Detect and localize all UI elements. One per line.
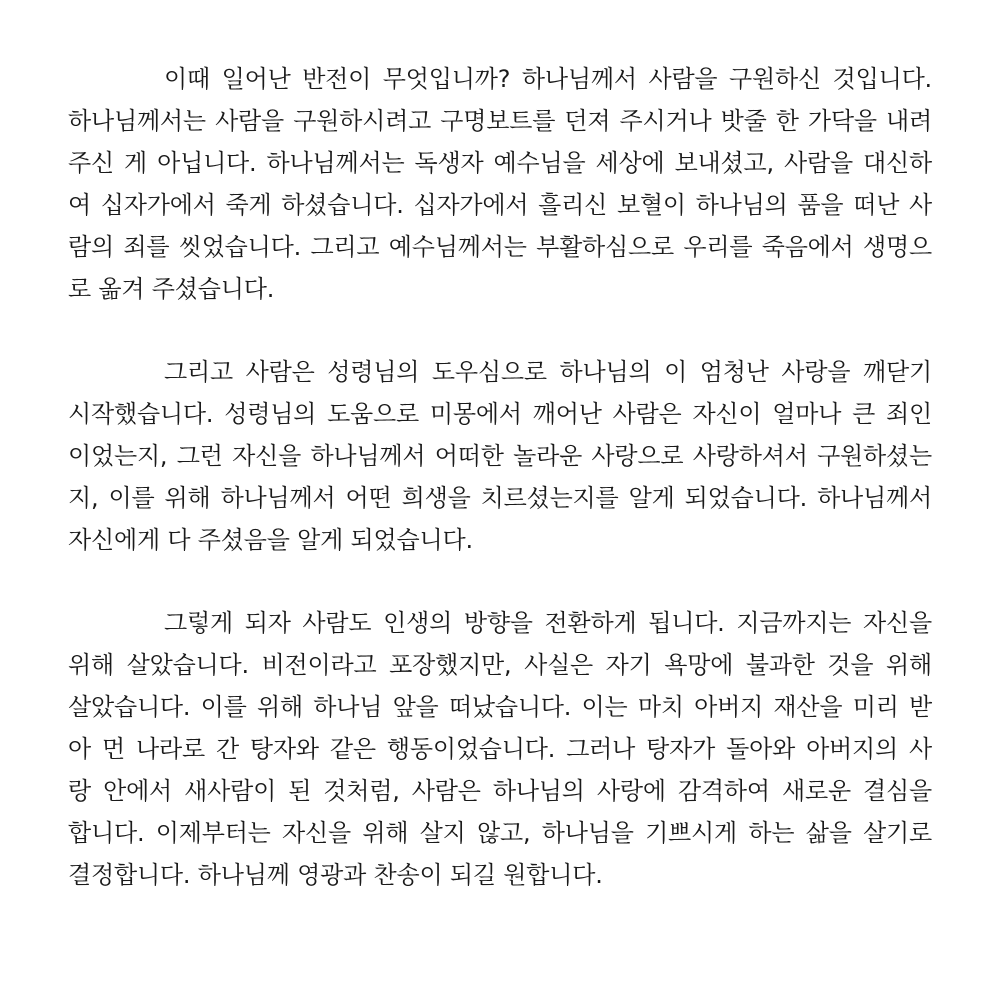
paragraph-1 xyxy=(68,58,932,310)
text-line: 이때 일어난 반전이 무엇입니까? 하나님께서 사람을 구원하신 것입니다. xyxy=(164,65,932,93)
text-line: 람의 죄를 씻었습니다. 그리고 예수님께서는 부활하심으로 우리를 죽음에서 생명으 xyxy=(68,233,932,261)
paragraph-3 xyxy=(68,602,932,896)
text-line: 그렇게 되자 사람도 인생의 방향을 전환하게 됩니다. 지금까지는 자신을 xyxy=(164,609,932,637)
text-line: 결정합니다. 하나님께 영광과 찬송이 되길 원합니다. xyxy=(68,861,603,889)
document-body xyxy=(68,58,932,937)
text-line: 자신에게 다 주셨음을 알게 되었습니다. xyxy=(68,526,473,554)
text-line: 시작했습니다. 성령님의 도움으로 미몽에서 깨어난 사람은 자신이 얼마나 큰 죄인 xyxy=(68,400,932,428)
text-line: 합니다. 이제부터는 자신을 위해 살지 않고, 하나님을 기쁘시게 하는 삶을 살기로 xyxy=(68,819,932,847)
text-line: 아 먼 나라로 간 탕자와 같은 행동이었습니다. 그러나 탕자가 돌아와 아버지의 사 xyxy=(68,735,932,763)
text-line: 지, 이를 위해 하나님께서 어떤 희생을 치르셨는지를 알게 되었습니다. 하나님께서 xyxy=(68,484,932,512)
text-line: 그리고 사람은 성령님의 도우심으로 하나님의 이 엄청난 사랑을 깨닫기 xyxy=(164,358,932,386)
text-line: 이었는지, 그런 자신을 하나님께서 어떠한 놀라운 사랑으로 사랑하셔서 구원하셨는 xyxy=(68,442,932,470)
text-line: 여 십자가에서 죽게 하셨습니다. 십자가에서 흘리신 보혈이 하나님의 품을 떠난 사 xyxy=(68,191,932,219)
text-line: 살았습니다. 이를 위해 하나님 앞을 떠났습니다. 이는 마치 아버지 재산을 미리 받 xyxy=(68,693,932,721)
text-line: 위해 살았습니다. 비전이라고 포장했지만, 사실은 자기 욕망에 불과한 것을 위해 xyxy=(68,651,932,679)
text-line: 로 옮겨 주셨습니다. xyxy=(68,275,275,303)
text-line: 랑 안에서 새사람이 된 것처럼, 사람은 하나님의 사랑에 감격하여 새로운 결심을 xyxy=(68,777,932,805)
text-line: 주신 게 아닙니다. 하나님께서는 독생자 예수님을 세상에 보내셨고, 사람을 대신하 xyxy=(68,149,932,177)
paragraph-2 xyxy=(68,351,932,561)
text-line: 하나님께서는 사람을 구원하시려고 구명보트를 던져 주시거나 밧줄 한 가닥을 내려 xyxy=(68,107,932,135)
